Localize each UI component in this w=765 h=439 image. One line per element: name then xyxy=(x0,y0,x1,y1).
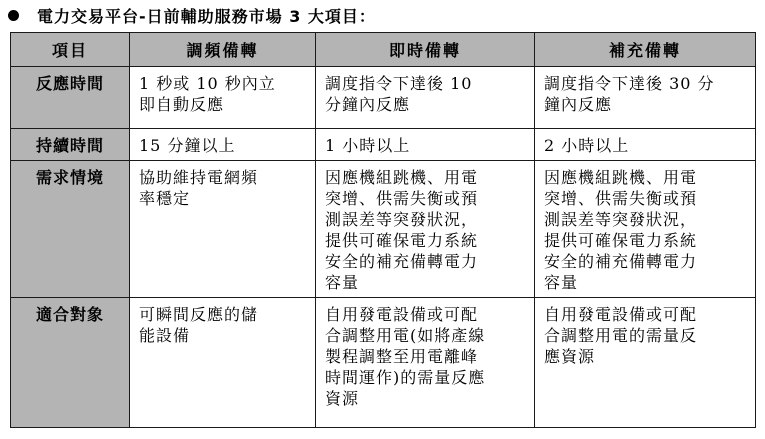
header-spinning-reserve: 即時備轉 xyxy=(316,33,535,67)
table-row xyxy=(11,129,756,161)
table-cell: 因應機組跳機、用電 突增、供需失衡或預 測誤差等突發狀況， 提供可確保電力系統 安全的補充備轉電力 容量 xyxy=(316,161,535,298)
table-row xyxy=(11,161,756,298)
table-row xyxy=(11,298,756,428)
header-supplemental-reserve: 補充備轉 xyxy=(535,33,756,67)
row-label-demand-scenario: 需求情境 xyxy=(11,161,130,298)
table-header-row xyxy=(11,33,756,67)
table-cell: 調度指令下達後 30 分 鐘內反應 xyxy=(535,67,756,129)
table-cell: 因應機組跳機、用電 突增、供需失衡或預 測誤差等突發狀況， 提供可確保電力系統 安全的補充備轉電力 容量 xyxy=(535,161,756,298)
table-cell: 調度指令下達後 10 分鐘內反應 xyxy=(316,67,535,129)
section-heading xyxy=(8,2,376,28)
ancillary-services-table xyxy=(10,32,756,428)
table-cell: 1 秒或 10 秒內立 即自動反應 xyxy=(130,67,316,129)
heading-text: 電力交易平台-日前輔助服務市場 3 大項目： xyxy=(37,6,376,26)
row-label-response-time: 反應時間 xyxy=(11,67,130,129)
table-cell: 自用發電設備或可配 合調整用電(如將產線 製程調整至用電離峰 時間運作)的需量反應 資源 xyxy=(316,298,535,428)
table-cell: 15 分鐘以上 xyxy=(130,129,316,161)
table-cell: 1 小時以上 xyxy=(316,129,535,161)
header-item: 項目 xyxy=(11,33,130,67)
table-cell: 可瞬間反應的儲 能設備 xyxy=(130,298,316,428)
table-cell: 協助維持電網頻 率穩定 xyxy=(130,161,316,298)
row-label-duration: 持續時間 xyxy=(11,129,130,161)
table-cell: 自用發電設備或可配 合調整用電的需量反 應資源 xyxy=(535,298,756,428)
bullet-icon xyxy=(8,10,19,21)
table-cell: 2 小時以上 xyxy=(535,129,756,161)
header-frequency-regulation: 調頻備轉 xyxy=(130,33,316,67)
table-row xyxy=(11,67,756,129)
row-label-target-users: 適合對象 xyxy=(11,298,130,428)
